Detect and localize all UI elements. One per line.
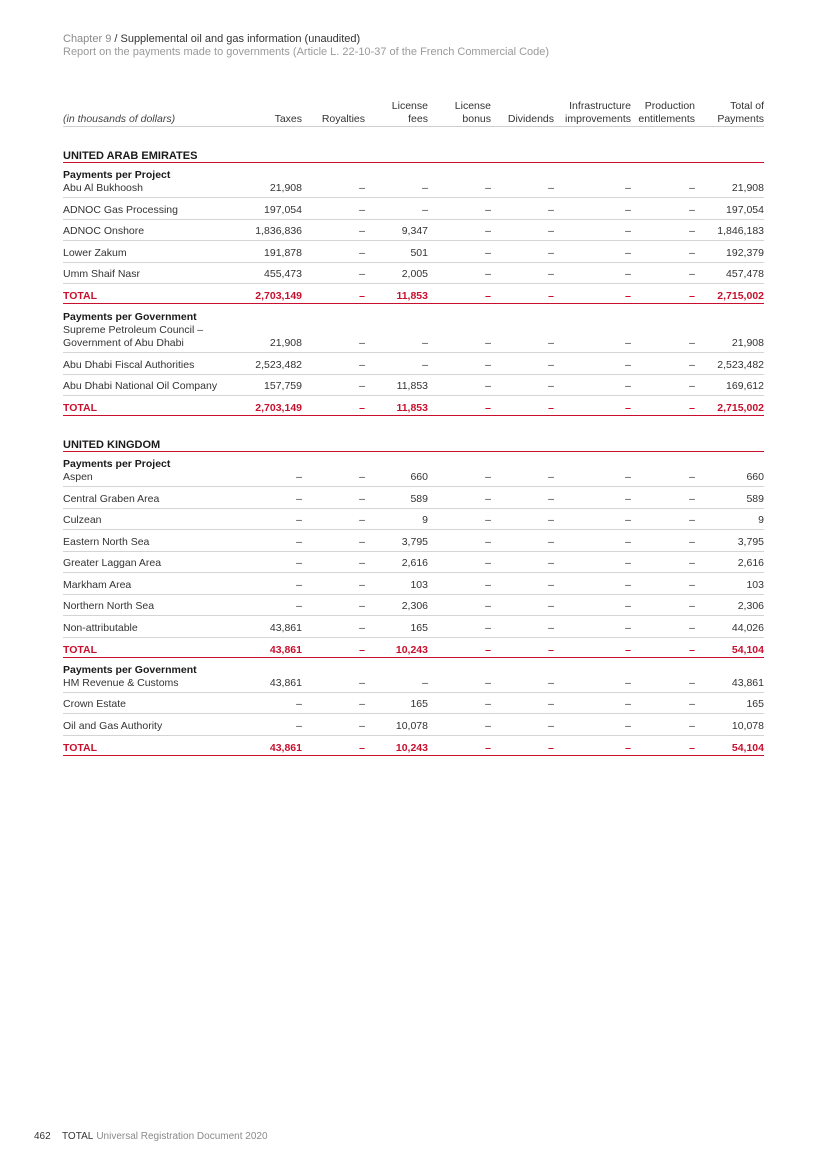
country-heading-row xyxy=(63,144,764,163)
project-value-cell: – xyxy=(631,487,695,509)
government-section-heading: Payments per Government xyxy=(63,311,197,323)
project-value-cell: – xyxy=(302,508,365,530)
project-value-cell: – xyxy=(302,241,365,263)
total-value-cell: – xyxy=(428,735,491,755)
project-value-cell: – xyxy=(491,508,554,530)
total-row xyxy=(63,284,764,304)
government-value-cell: 165 xyxy=(695,692,764,714)
header-subtitle: Report on the payments made to governments (Article L. 22-10-37 of the French Commercial Code) xyxy=(63,46,550,58)
government-name-cell xyxy=(63,304,223,353)
government-name: Abu Dhabi Fiscal Authorities xyxy=(63,358,195,371)
units-label: (in thousands of dollars) xyxy=(63,98,223,127)
government-name-prefix: Supreme Petroleum Council – xyxy=(63,324,204,336)
government-value-cell: 11,853 xyxy=(365,374,428,396)
page-header xyxy=(63,33,549,59)
government-value-cell: – xyxy=(302,714,365,736)
government-name-cell xyxy=(63,714,223,736)
project-section-heading: Payments per Project xyxy=(63,458,171,470)
country-heading-row xyxy=(63,433,764,452)
project-value-cell: 9 xyxy=(695,508,764,530)
country-heading: UNITED ARAB EMIRATES xyxy=(63,144,764,163)
project-name-cell xyxy=(63,594,223,616)
government-row xyxy=(63,657,764,692)
government-value-cell: – xyxy=(365,353,428,375)
project-section-heading: Payments per Project xyxy=(63,169,171,181)
project-value-cell: – xyxy=(491,262,554,284)
government-value-cell: – xyxy=(631,304,695,353)
government-value-cell: – xyxy=(302,692,365,714)
project-value-cell: – xyxy=(302,573,365,595)
government-name: HM Revenue & Customs xyxy=(63,676,179,689)
government-value-cell: – xyxy=(365,657,428,692)
government-value-cell: – xyxy=(554,353,631,375)
total-value-cell: 43,861 xyxy=(223,735,302,755)
project-name: Lower Zakum xyxy=(63,246,127,259)
project-value-cell: – xyxy=(302,616,365,638)
project-name: Eastern North Sea xyxy=(63,535,150,548)
footer-document-title: Universal Registration Document 2020 xyxy=(96,1131,268,1142)
government-value-cell: 2,523,482 xyxy=(695,353,764,375)
project-row xyxy=(63,241,764,263)
total-value-cell: 54,104 xyxy=(695,637,764,657)
project-name: Markham Area xyxy=(63,578,132,591)
project-value-cell: – xyxy=(428,219,491,241)
col-production-l2: entitlements xyxy=(638,113,695,125)
project-value-cell: – xyxy=(554,616,631,638)
government-value-cell: 169,612 xyxy=(695,374,764,396)
project-value-cell: 660 xyxy=(365,452,428,487)
project-value-cell: – xyxy=(554,530,631,552)
total-value-cell: – xyxy=(554,284,631,304)
project-value-cell: – xyxy=(631,198,695,220)
project-value-cell: 21,908 xyxy=(223,163,302,198)
project-value-cell: 103 xyxy=(365,573,428,595)
project-name-cell xyxy=(63,487,223,509)
total-value-cell: – xyxy=(302,284,365,304)
col-total-l2: Payments xyxy=(717,113,764,125)
page-footer xyxy=(34,1131,268,1142)
project-value-cell: 457,478 xyxy=(695,262,764,284)
government-value-cell: – xyxy=(428,304,491,353)
project-value-cell: – xyxy=(428,594,491,616)
project-value-cell: – xyxy=(302,219,365,241)
project-value-cell: – xyxy=(491,219,554,241)
government-value-cell: – xyxy=(365,304,428,353)
project-value-cell: – xyxy=(631,219,695,241)
page-number: 462 xyxy=(34,1131,51,1142)
government-value-cell: – xyxy=(631,374,695,396)
spacer-cell xyxy=(63,416,764,434)
government-value-cell: – xyxy=(631,353,695,375)
project-name: Culzean xyxy=(63,514,102,526)
project-value-cell: 3,795 xyxy=(365,530,428,552)
project-name-cell xyxy=(63,452,223,487)
col-total xyxy=(695,98,764,127)
project-value-cell: 103 xyxy=(695,573,764,595)
government-value-cell: – xyxy=(302,374,365,396)
project-value-cell: 1,836,836 xyxy=(223,219,302,241)
project-value-cell: – xyxy=(631,452,695,487)
government-name: Crown Estate xyxy=(63,698,127,710)
project-value-cell: – xyxy=(302,530,365,552)
section-title: Supplemental oil and gas information (unaudited) xyxy=(120,33,361,45)
total-value-cell: – xyxy=(631,735,695,755)
project-value-cell: – xyxy=(302,551,365,573)
total-value-cell: 2,703,149 xyxy=(223,396,302,416)
project-name-cell xyxy=(63,262,223,284)
government-value-cell: – xyxy=(491,304,554,353)
project-value-cell: – xyxy=(491,487,554,509)
project-row xyxy=(63,616,764,638)
project-name-cell xyxy=(63,163,223,198)
government-value-cell: – xyxy=(491,714,554,736)
government-value-cell: – xyxy=(428,353,491,375)
project-value-cell: 197,054 xyxy=(223,198,302,220)
project-value-cell: – xyxy=(428,530,491,552)
project-name-cell xyxy=(63,508,223,530)
project-value-cell: – xyxy=(428,508,491,530)
project-value-cell: 660 xyxy=(695,452,764,487)
government-value-cell: 21,908 xyxy=(223,304,302,353)
total-label: TOTAL xyxy=(63,284,223,304)
government-value-cell: – xyxy=(631,657,695,692)
project-row xyxy=(63,452,764,487)
col-infrastructure-l1: Infrastructure xyxy=(569,100,631,112)
col-royalties: Royalties xyxy=(302,98,365,127)
government-value-cell: – xyxy=(302,657,365,692)
government-value-cell: – xyxy=(491,374,554,396)
project-row xyxy=(63,198,764,220)
table-body xyxy=(63,127,764,756)
government-value-cell: 21,908 xyxy=(695,304,764,353)
government-name-cell xyxy=(63,353,223,375)
total-value-cell: – xyxy=(631,284,695,304)
project-value-cell: – xyxy=(554,487,631,509)
project-value-cell: – xyxy=(428,198,491,220)
project-value-cell: 455,473 xyxy=(223,262,302,284)
project-value-cell: – xyxy=(223,508,302,530)
col-license-bonus xyxy=(428,98,491,127)
government-section-heading: Payments per Government xyxy=(63,663,197,676)
project-value-cell: – xyxy=(554,452,631,487)
government-name-cell xyxy=(63,374,223,396)
government-value-cell: – xyxy=(428,692,491,714)
project-name: Aspen xyxy=(63,471,93,483)
government-row xyxy=(63,374,764,396)
government-row xyxy=(63,714,764,736)
government-value-cell: – xyxy=(491,353,554,375)
total-value-cell: – xyxy=(491,735,554,755)
government-name-cell xyxy=(63,657,223,692)
col-license-fees xyxy=(365,98,428,127)
project-value-cell: – xyxy=(491,163,554,198)
government-value-cell: – xyxy=(631,714,695,736)
project-value-cell: – xyxy=(491,573,554,595)
project-value-cell: – xyxy=(631,241,695,263)
project-value-cell: 589 xyxy=(365,487,428,509)
government-row xyxy=(63,692,764,714)
project-value-cell: – xyxy=(302,262,365,284)
project-name: Greater Laggan Area xyxy=(63,557,162,569)
project-value-cell: – xyxy=(428,262,491,284)
government-value-cell: 43,861 xyxy=(223,657,302,692)
project-value-cell: 2,616 xyxy=(695,551,764,573)
project-name-cell xyxy=(63,573,223,595)
total-value-cell: – xyxy=(428,637,491,657)
project-value-cell: 192,379 xyxy=(695,241,764,263)
total-value-cell: – xyxy=(554,735,631,755)
total-value-cell: 2,715,002 xyxy=(695,284,764,304)
total-value-cell: 11,853 xyxy=(365,396,428,416)
government-value-cell: – xyxy=(428,374,491,396)
project-value-cell: – xyxy=(223,573,302,595)
total-value-cell: – xyxy=(428,284,491,304)
project-row xyxy=(63,487,764,509)
project-name: Abu Al Bukhoosh xyxy=(63,182,143,194)
government-row xyxy=(63,353,764,375)
total-label: TOTAL xyxy=(63,637,223,657)
project-value-cell: – xyxy=(631,551,695,573)
spacer-row xyxy=(63,127,764,145)
col-infrastructure-l2: improvements xyxy=(565,113,631,125)
project-value-cell: – xyxy=(491,198,554,220)
total-row xyxy=(63,396,764,416)
project-name-cell xyxy=(63,241,223,263)
project-row xyxy=(63,219,764,241)
project-value-cell: – xyxy=(365,163,428,198)
project-value-cell: – xyxy=(428,551,491,573)
project-value-cell: – xyxy=(428,616,491,638)
total-value-cell: – xyxy=(491,284,554,304)
government-value-cell: – xyxy=(631,692,695,714)
government-value-cell: – xyxy=(554,374,631,396)
project-value-cell: – xyxy=(223,487,302,509)
project-value-cell: 9 xyxy=(365,508,428,530)
government-value-cell: – xyxy=(223,692,302,714)
project-value-cell: – xyxy=(554,241,631,263)
total-value-cell: – xyxy=(554,637,631,657)
project-row xyxy=(63,508,764,530)
project-value-cell: – xyxy=(428,452,491,487)
project-value-cell: – xyxy=(428,241,491,263)
project-value-cell: – xyxy=(631,530,695,552)
total-value-cell: – xyxy=(631,637,695,657)
total-value-cell: – xyxy=(631,396,695,416)
project-value-cell: 191,878 xyxy=(223,241,302,263)
project-value-cell: 9,347 xyxy=(365,219,428,241)
project-value-cell: 3,795 xyxy=(695,530,764,552)
project-name-cell xyxy=(63,616,223,638)
project-row xyxy=(63,163,764,198)
total-value-cell: 2,715,002 xyxy=(695,396,764,416)
col-license-bonus-l1: License xyxy=(454,100,491,112)
project-name: ADNOC Gas Processing xyxy=(63,203,178,216)
project-value-cell: – xyxy=(631,508,695,530)
project-value-cell: – xyxy=(428,163,491,198)
government-value-cell: 2,523,482 xyxy=(223,353,302,375)
project-value-cell: – xyxy=(554,551,631,573)
total-row xyxy=(63,735,764,755)
spacer-row xyxy=(63,416,764,434)
col-dividends: Dividends xyxy=(491,98,554,127)
project-name-cell xyxy=(63,198,223,220)
government-value-cell: – xyxy=(223,714,302,736)
header-separator: / xyxy=(111,33,121,45)
project-value-cell: 197,054 xyxy=(695,198,764,220)
project-value-cell: – xyxy=(554,594,631,616)
government-name: Government of Abu Dhabi xyxy=(63,337,184,349)
total-label: TOTAL xyxy=(63,396,223,416)
total-value-cell: – xyxy=(302,637,365,657)
project-value-cell: – xyxy=(554,219,631,241)
col-infrastructure xyxy=(554,98,631,127)
project-value-cell: – xyxy=(554,262,631,284)
government-value-cell: 10,078 xyxy=(695,714,764,736)
project-value-cell: – xyxy=(302,198,365,220)
government-value-cell: 43,861 xyxy=(695,657,764,692)
government-value-cell: – xyxy=(491,692,554,714)
col-license-bonus-l2: bonus xyxy=(462,113,491,125)
payments-table xyxy=(63,98,764,756)
government-value-cell: – xyxy=(428,714,491,736)
government-name-cell xyxy=(63,692,223,714)
project-value-cell: – xyxy=(631,262,695,284)
project-value-cell: – xyxy=(302,452,365,487)
project-value-cell: – xyxy=(631,163,695,198)
project-value-cell: – xyxy=(491,594,554,616)
project-name: ADNOC Onshore xyxy=(63,225,145,237)
project-row xyxy=(63,530,764,552)
project-value-cell: – xyxy=(631,573,695,595)
total-row xyxy=(63,637,764,657)
government-row xyxy=(63,304,764,353)
government-value-cell: – xyxy=(428,657,491,692)
project-value-cell: 21,908 xyxy=(695,163,764,198)
project-value-cell: – xyxy=(302,487,365,509)
government-value-cell: – xyxy=(302,304,365,353)
government-value-cell: – xyxy=(554,304,631,353)
project-name-cell xyxy=(63,530,223,552)
total-value-cell: – xyxy=(554,396,631,416)
total-value-cell: – xyxy=(491,396,554,416)
project-value-cell: 2,616 xyxy=(365,551,428,573)
government-value-cell: – xyxy=(554,714,631,736)
project-name-cell xyxy=(63,219,223,241)
country-heading: UNITED KINGDOM xyxy=(63,433,764,452)
government-value-cell: – xyxy=(491,657,554,692)
total-value-cell: 54,104 xyxy=(695,735,764,755)
project-value-cell: – xyxy=(223,530,302,552)
project-value-cell: 2,005 xyxy=(365,262,428,284)
project-value-cell: – xyxy=(554,163,631,198)
total-value-cell: – xyxy=(302,396,365,416)
project-value-cell: – xyxy=(554,573,631,595)
project-value-cell: – xyxy=(491,551,554,573)
total-value-cell: 43,861 xyxy=(223,637,302,657)
project-value-cell: – xyxy=(223,551,302,573)
total-value-cell: 10,243 xyxy=(365,735,428,755)
project-value-cell: – xyxy=(491,530,554,552)
col-production-l1: Production xyxy=(644,100,695,112)
project-value-cell: 1,846,183 xyxy=(695,219,764,241)
footer-brand: TOTAL xyxy=(62,1131,94,1142)
project-value-cell: – xyxy=(428,573,491,595)
project-value-cell: – xyxy=(554,198,631,220)
government-value-cell: 165 xyxy=(365,692,428,714)
table-header xyxy=(63,98,764,127)
project-value-cell: 165 xyxy=(365,616,428,638)
project-value-cell: – xyxy=(302,163,365,198)
government-name: Abu Dhabi National Oil Company xyxy=(63,380,218,392)
total-value-cell: 11,853 xyxy=(365,284,428,304)
col-total-l1: Total of xyxy=(730,100,764,112)
project-value-cell: 2,306 xyxy=(695,594,764,616)
government-value-cell: – xyxy=(302,353,365,375)
government-value-cell: 157,759 xyxy=(223,374,302,396)
project-value-cell: 589 xyxy=(695,487,764,509)
project-row xyxy=(63,551,764,573)
total-value-cell: – xyxy=(428,396,491,416)
project-row xyxy=(63,573,764,595)
total-value-cell: 2,703,149 xyxy=(223,284,302,304)
total-value-cell: 10,243 xyxy=(365,637,428,657)
project-value-cell: 501 xyxy=(365,241,428,263)
project-value-cell: – xyxy=(302,594,365,616)
project-name: Non-attributable xyxy=(63,621,138,634)
project-row xyxy=(63,262,764,284)
col-license-fees-l1: License xyxy=(391,100,428,112)
col-license-fees-l2: fees xyxy=(408,113,428,125)
project-value-cell: – xyxy=(554,508,631,530)
project-value-cell: – xyxy=(631,594,695,616)
government-name: Oil and Gas Authority xyxy=(63,719,163,732)
project-value-cell: – xyxy=(631,616,695,638)
project-name: Northern North Sea xyxy=(63,600,155,612)
header-chapter-line xyxy=(63,33,549,46)
total-label: TOTAL xyxy=(63,735,223,755)
project-value-cell: – xyxy=(223,594,302,616)
col-production xyxy=(631,98,695,127)
project-value-cell: – xyxy=(491,452,554,487)
project-value-cell: 44,026 xyxy=(695,616,764,638)
project-name-cell xyxy=(63,551,223,573)
government-value-cell: 10,078 xyxy=(365,714,428,736)
chapter-label: Chapter 9 xyxy=(63,33,112,45)
project-name: Central Graben Area xyxy=(63,492,160,505)
project-value-cell: – xyxy=(365,198,428,220)
spacer-cell xyxy=(63,127,764,145)
government-value-cell: – xyxy=(554,657,631,692)
total-value-cell: – xyxy=(302,735,365,755)
total-value-cell: – xyxy=(491,637,554,657)
project-value-cell: – xyxy=(491,241,554,263)
project-name: Umm Shaif Nasr xyxy=(63,268,141,280)
project-value-cell: 43,861 xyxy=(223,616,302,638)
project-row xyxy=(63,594,764,616)
col-taxes: Taxes xyxy=(223,98,302,127)
government-value-cell: – xyxy=(554,692,631,714)
project-value-cell: – xyxy=(428,487,491,509)
project-value-cell: 2,306 xyxy=(365,594,428,616)
project-value-cell: – xyxy=(223,452,302,487)
project-value-cell: – xyxy=(491,616,554,638)
